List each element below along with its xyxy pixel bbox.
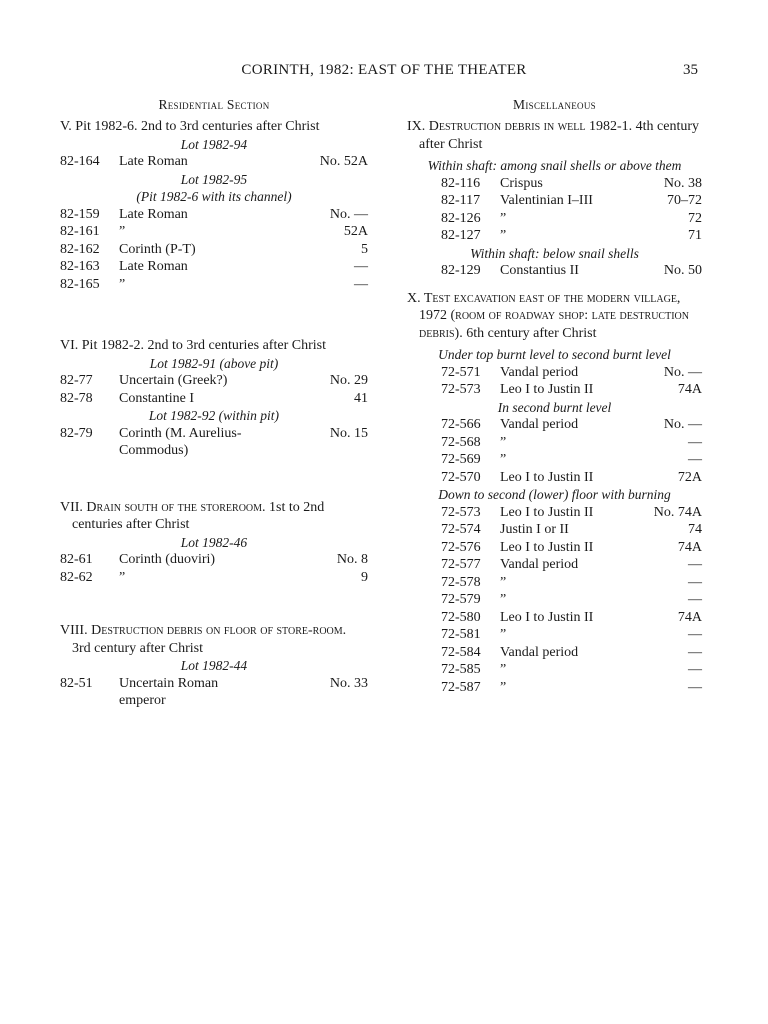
table-row: [407, 210, 702, 228]
section-title-date: 3rd century after Christ: [72, 640, 204, 656]
coin-id: 82-77: [60, 373, 93, 388]
coin-ref: —: [354, 259, 368, 274]
coin-desc: Vandal period: [500, 364, 579, 380]
section-ix: [407, 118, 702, 280]
coin-ref: No. 8: [336, 552, 368, 567]
coin-desc: ”: [500, 679, 507, 695]
table-row: [407, 192, 702, 210]
coin-ref: —: [688, 679, 702, 695]
coin-id: 82-129: [441, 263, 481, 278]
coin-id: 72-579: [441, 592, 481, 607]
section-title: VI. Pit 1982-2. 2nd to 3rd centuries after Christ: [60, 338, 326, 353]
coin-desc: [119, 425, 330, 460]
table-row: [60, 153, 368, 171]
coin-ref: —: [688, 644, 702, 660]
coin-id: 72-574: [441, 522, 481, 537]
coin-ref: No. 74A: [653, 504, 702, 520]
coin-desc: ”: [500, 452, 507, 467]
coin-ref: No. 50: [663, 263, 702, 278]
column-heading: Residential Section: [158, 97, 270, 112]
table-row: [407, 539, 702, 557]
coin-desc: Late Roman: [119, 259, 188, 274]
coin-id: 82-126: [441, 210, 481, 226]
section-v: [60, 118, 368, 293]
coin-id: 82-159: [60, 206, 100, 222]
coin-desc: Justin I or II: [500, 522, 569, 537]
table-row: [407, 416, 702, 434]
section-title-date: 1st to 2nd centuries after Christ: [72, 499, 325, 532]
coin-id: 72-580: [441, 609, 481, 625]
coin-id: 82-117: [441, 193, 481, 208]
coin-id: 72-571: [441, 364, 481, 380]
coin-desc: [119, 675, 330, 710]
coin-ref: —: [688, 574, 702, 590]
coin-desc: ”: [500, 627, 507, 642]
coin-id: 82-116: [441, 175, 481, 191]
coin-ref: 72A: [677, 469, 702, 485]
table-row: [407, 175, 702, 193]
coin-ref: —: [688, 434, 702, 450]
section-title-date: 6th century after Christ: [462, 325, 597, 341]
table-row: [407, 609, 702, 627]
coin-desc: Corinth (duoviri): [119, 552, 216, 567]
coin-desc: ”: [500, 434, 507, 450]
table-row: [60, 258, 368, 276]
coin-desc: Valentinian I–III: [500, 193, 593, 208]
table-row: [60, 206, 368, 224]
table-row: [407, 381, 702, 399]
table-row: [407, 434, 702, 452]
section-viii: [60, 622, 368, 710]
section-title-heading: VIII. Destruction debris on floor of store-room.: [60, 623, 347, 638]
coin-ref: 72: [688, 210, 702, 226]
lot-label: Lot 1982-91 (above pit): [149, 355, 279, 371]
table-row: [407, 451, 702, 469]
coin-id: 72-573: [441, 504, 481, 520]
coin-desc-line2: Commodus): [119, 443, 189, 458]
context-label: Within shaft: below snail shells: [470, 245, 639, 261]
coin-ref: 74A: [677, 382, 702, 397]
coin-ref: No. 52A: [319, 154, 368, 169]
table-row: [60, 276, 368, 294]
column-heading: Miscellaneous: [513, 97, 596, 112]
lot-label: Lot 1982-44: [180, 658, 248, 673]
lot-label: Lot 1982-95: [180, 171, 248, 187]
coin-ref: —: [688, 452, 702, 467]
coin-desc: Vandal period: [500, 644, 579, 660]
section-vi: [60, 337, 368, 460]
coin-id: 72-587: [441, 679, 481, 695]
coin-ref: —: [354, 276, 368, 292]
coin-id: 82-51: [60, 675, 93, 691]
table-row: [407, 504, 702, 522]
coin-id: 82-161: [60, 224, 100, 239]
lot-label: Lot 1982-92 (within pit): [148, 408, 280, 423]
section-title: [60, 499, 368, 534]
coin-ref: 5: [361, 241, 368, 257]
coin-desc: Leo I to Justin II: [500, 539, 594, 555]
context-label: Down to second (lower) floor with burning: [438, 487, 671, 502]
coin-desc: ”: [500, 662, 507, 677]
coin-id: 82-164: [60, 154, 100, 169]
coin-id: 82-162: [60, 241, 100, 257]
page-number: 35: [683, 62, 698, 78]
section-title-date: 4th century after Christ: [419, 119, 700, 152]
table-row: [407, 644, 702, 662]
context-label: In second burnt level: [497, 399, 612, 415]
coin-id: 82-62: [60, 569, 93, 585]
coin-id: 72-573: [441, 382, 481, 397]
table-row: [60, 241, 368, 259]
coin-id: 72-585: [441, 662, 481, 677]
coin-desc: Leo I to Justin II: [500, 469, 594, 485]
coin-desc: Uncertain (Greek?): [119, 373, 228, 388]
section-title: [60, 622, 368, 657]
coin-desc: Late Roman: [119, 206, 188, 222]
table-row: [407, 364, 702, 382]
section-title-heading: VII. Drain south of the storeroom.: [60, 499, 266, 515]
running-title: CORINTH, 1982: EAST OF THE THEATER: [241, 62, 527, 78]
table-row: [407, 262, 702, 280]
coin-id: 72-570: [441, 469, 481, 485]
coin-desc: Crispus: [500, 175, 543, 191]
coin-desc: Vandal period: [500, 417, 579, 432]
coin-ref: —: [688, 662, 702, 677]
coin-desc: Leo I to Justin II: [500, 504, 594, 520]
table-row: [407, 227, 702, 245]
coin-id: 82-78: [60, 390, 93, 406]
table-row: [407, 626, 702, 644]
section-x: [407, 290, 702, 697]
section-title: [407, 118, 702, 153]
coin-ref: No. —: [663, 417, 702, 432]
table-row: [407, 469, 702, 487]
table-row: [407, 661, 702, 679]
coin-desc: ”: [119, 224, 126, 239]
coin-ref: No. 38: [663, 175, 702, 191]
table-row: [60, 390, 368, 408]
coin-ref: 9: [361, 569, 368, 585]
coin-id: 82-61: [60, 552, 93, 567]
section-title-heading: IX. Destruction debris in well 1982-1.: [407, 119, 633, 134]
coin-desc-line2: emperor: [119, 693, 166, 708]
context-label: Under top burnt level to second burnt level: [438, 347, 671, 362]
coin-ref: 41: [354, 390, 368, 406]
table-row: [60, 223, 368, 241]
coin-ref: —: [688, 592, 702, 607]
coin-id: 72-576: [441, 539, 481, 555]
table-row: [60, 372, 368, 390]
coin-desc: Leo I to Justin II: [500, 609, 594, 625]
coin-desc: ”: [500, 574, 507, 590]
coin-id: 72-569: [441, 452, 481, 467]
coin-id: 72-568: [441, 434, 481, 450]
coin-ref: No. —: [329, 206, 368, 222]
coin-ref: 70–72: [667, 193, 702, 208]
left-column: [60, 96, 368, 710]
coin-desc: ”: [119, 276, 126, 292]
context-label: Within shaft: among snail shells or above them: [427, 158, 682, 173]
coin-desc: ”: [119, 569, 126, 585]
table-row: [60, 675, 368, 710]
coin-ref: —: [688, 627, 702, 642]
coin-desc: ”: [500, 210, 507, 226]
coin-desc: Constantius II: [500, 263, 579, 278]
section-title: [407, 290, 702, 343]
coin-id: 72-566: [441, 417, 481, 432]
coin-desc: Late Roman: [119, 154, 188, 169]
right-column: [407, 96, 702, 696]
coin-id: 72-581: [441, 627, 481, 642]
coin-desc: Vandal period: [500, 557, 579, 572]
table-row: [60, 569, 368, 587]
coin-id: 72-584: [441, 644, 481, 660]
page-header: [0, 62, 768, 82]
coin-desc: ”: [500, 592, 507, 607]
section-title-heading: X. Test excavation east of the modern village, 1972 (room of roadway shop: late destruction debris).: [407, 290, 689, 341]
coin-ref: 74: [688, 522, 702, 537]
coin-desc: Constantine I: [119, 390, 195, 406]
coin-ref: 74A: [677, 609, 702, 625]
coin-id: 82-163: [60, 259, 100, 274]
coin-id: 82-127: [441, 228, 481, 243]
coin-ref: 74A: [677, 539, 702, 555]
table-row: [407, 574, 702, 592]
lot-label: Lot 1982-46: [180, 534, 248, 550]
coin-ref: No. —: [663, 364, 702, 380]
table-row: [60, 551, 368, 569]
coin-ref: —: [688, 557, 702, 572]
lot-label: Lot 1982-94: [180, 136, 248, 152]
lot-sublabel: (Pit 1982-6 with its channel): [136, 189, 292, 204]
table-row: [60, 425, 368, 460]
coin-desc: ”: [500, 228, 507, 243]
section-vii: [60, 499, 368, 587]
coin-desc-line1: Corinth (M. Aurelius-: [119, 425, 242, 441]
coin-ref: 52A: [343, 224, 368, 239]
coin-desc-line1: Uncertain Roman: [119, 675, 219, 691]
table-row: [407, 679, 702, 697]
coin-id: 72-578: [441, 574, 481, 590]
table-row: [407, 521, 702, 539]
coin-id: 82-165: [60, 276, 100, 292]
coin-desc: Leo I to Justin II: [500, 382, 594, 397]
coin-id: 82-79: [60, 425, 93, 441]
coin-desc: Corinth (P-T): [119, 241, 196, 257]
coin-ref: No. 15: [329, 425, 368, 441]
coin-id: 72-577: [441, 557, 481, 572]
coin-ref: 71: [688, 228, 702, 243]
table-row: [407, 591, 702, 609]
section-title: V. Pit 1982-6. 2nd to 3rd centuries after Christ: [60, 119, 320, 134]
coin-ref: No. 29: [329, 373, 368, 388]
table-row: [407, 556, 702, 574]
coin-ref: No. 33: [329, 675, 368, 691]
